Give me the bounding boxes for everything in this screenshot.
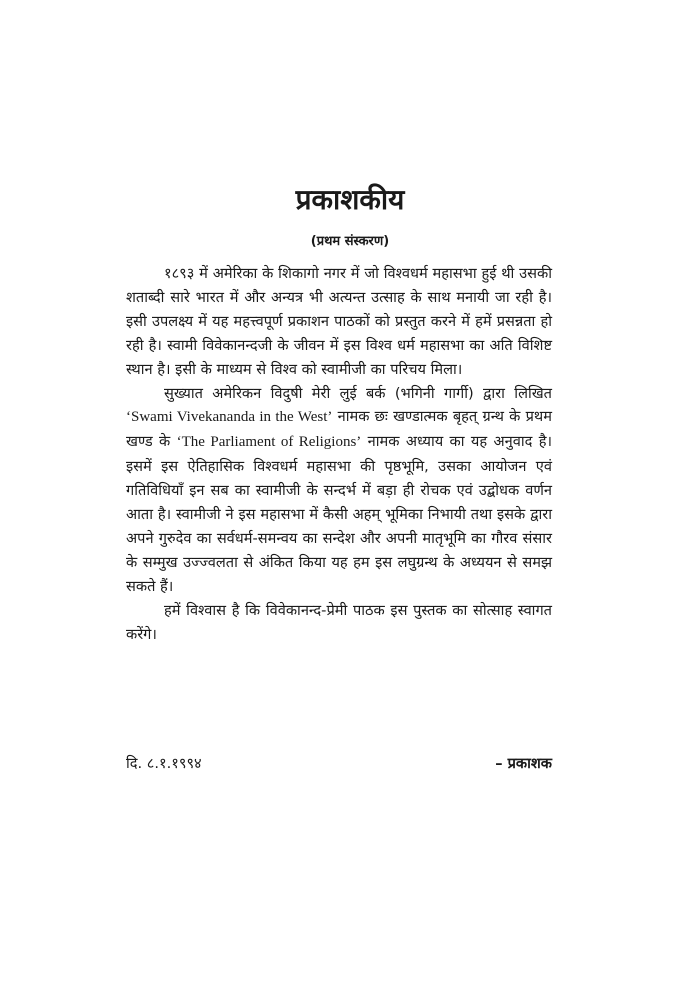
paragraph-2-part-3: नामक अध्याय का यह अनुवाद है। इसमें इस ऐतिहासिक विश्वधर्म महासभा की पृष्ठभूमि, उसका आयोजन एवं गतिविधियाँ इन सब का स्वामीजी के सन्दर्भ में बड़ा ही रोचक एवं उद्बोधक वर्णन आता है। स्वामीजी ने इस महासभा में कैसी अहम् भूमिका निभायी तथा इसके द्वारा अपने गुरुदेव का सर्वधर्म-समन्वय का सन्देश और अपनी मातृभूमि का गौरव संसार के सम्मुख उज्ज्वलता से अंकित किया यह हम इस लघुग्रन्थ के अध्ययन से समझ सकते हैं। (126, 433, 552, 595)
preface-body (126, 262, 552, 647)
paragraph-2-part-1: सुख्यात अमेरिकन विदुषी मेरी लुई बर्क (भगिनी गार्गी) द्वारा लिखित (164, 384, 552, 402)
paragraph-2 (126, 382, 552, 599)
publication-date: दि. ८.१.१९९४ (126, 755, 202, 772)
book-title-english: ‘Swami Vivekananda in the West’ (126, 409, 333, 426)
edition-subtitle: (प्रथम संस्करण) (310, 234, 390, 249)
paragraph-1: १८९३ में अमेरिका के शिकागो नगर में जो विश्वधर्म महासभा हुई थी उसकी शताब्दी सारे भारत में और अन्यत्र भी अत्यन्त उत्साह के साथ मनायी जा रही है। इसी उपलक्ष्य में यह महत्त्वपूर्ण प्रकाशन पाठकों को प्रस्तुत करने में हमें प्रसन्नता हो रही है। स्वामी विवेकानन्दजी के जीवन में इस विश्व धर्म महासभा का अति विशिष्ट स्थान है। इसी के माध्यम से विश्व को स्वामीजी का परिचय मिला। (126, 265, 552, 378)
publisher-signature: – प्रकाशक (495, 755, 552, 772)
paragraph-3: हमें विश्वास है कि विवेकानन्द-प्रेमी पाठक इस पुस्तक का सोत्साह स्वागत करेंगे। (126, 601, 552, 643)
chapter-title-english: ‘The Parliament of Religions’ (176, 434, 362, 451)
page-title: प्रकाशकीय (295, 183, 405, 216)
paragraph-2-part-2: नामक छः खण्डात्मक बृहत् ग्रन्थ के प्रथम खण्ड के (126, 408, 552, 451)
